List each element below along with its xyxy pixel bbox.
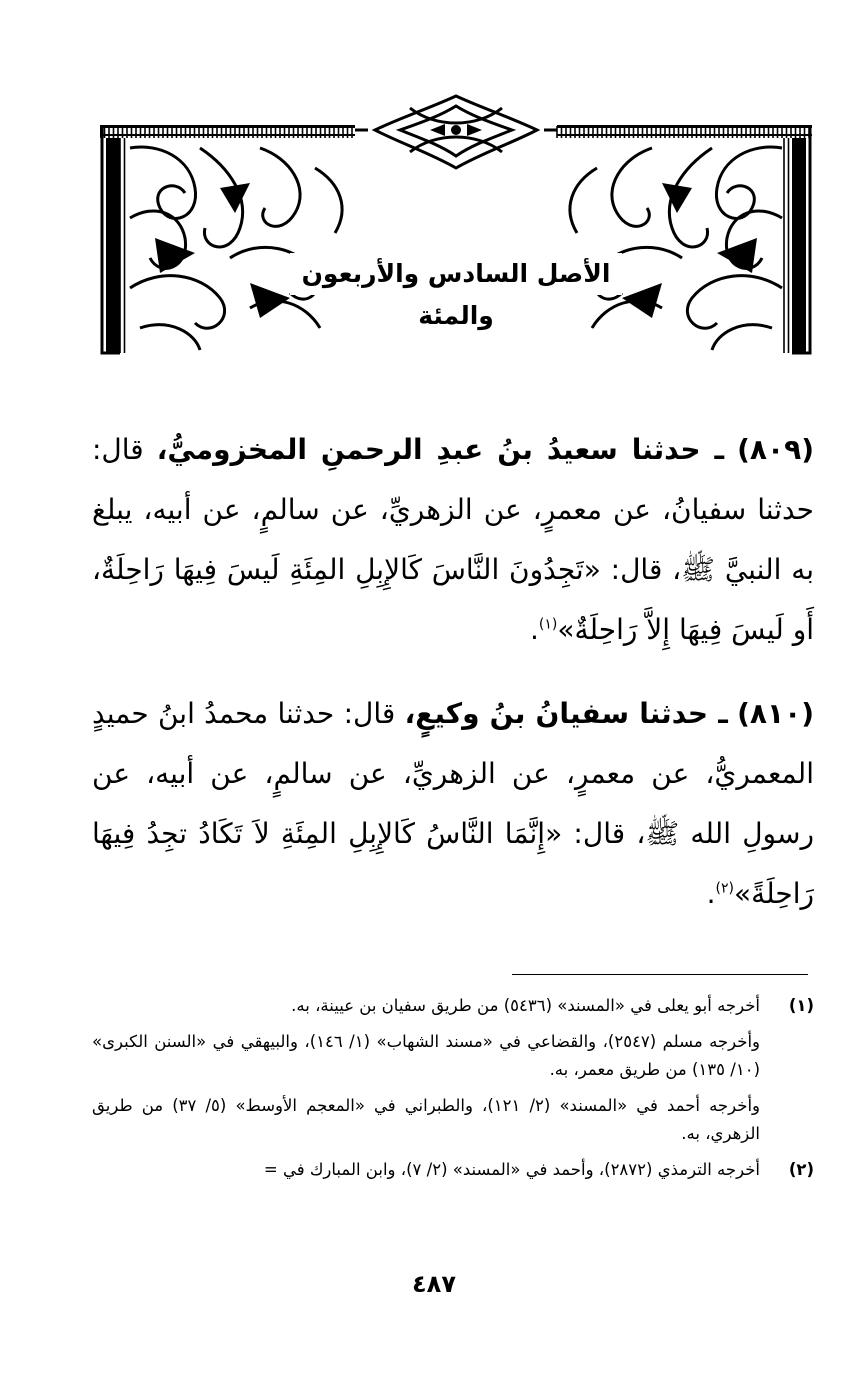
footnote-marker: (١): [538, 616, 558, 633]
hadith-810: [92, 684, 814, 924]
footnote-paragraph: وأخرجه مسلم (٢٥٤٧)، والقضاعي في «مسند الشهاب» (١/ ١٤٦)، والبيهقي في «السنن الكبرى» (١٠/ ١٣٥) من طريق معمر، به.: [92, 1032, 760, 1079]
page-number: ٤٨٧: [412, 1270, 456, 1298]
ornamental-header-frame: [100, 88, 812, 363]
hadith-809: [92, 420, 814, 660]
footnote-paragraph: أخرجه الترمذي (٢٨٧٢)، وأحمد في «المسند» (٢/ ٧)، وابن المبارك في =: [263, 1160, 760, 1179]
main-text: [92, 420, 814, 948]
footnotes: [92, 992, 814, 1192]
hadith-number: (٨١٠): [737, 697, 814, 730]
chapter-title: الأصل السادس والأربعون والمئة: [290, 253, 622, 295]
hadith-lead: ـ حدثنا سفيانُ بنُ وكيعٍ،: [404, 697, 728, 730]
footnote-paragraph: أخرجه أبو يعلى في «المسند» (٥٤٣٦) من طريق سفيان بن عيينة، به.: [291, 996, 760, 1015]
footnote-number: (٢): [788, 1160, 814, 1179]
footnote-1: [92, 992, 814, 1156]
footnote-marker: (٢): [715, 880, 734, 897]
footnote-separator: [512, 974, 808, 975]
footnote-number: (١): [788, 996, 814, 1015]
footnote-paragraph: وأخرجه أحمد في «المسند» (٢/ ١٢١)، والطبراني في «المعجم الأوسط» (٥/ ٣٧) من طريق الزهري، به.: [92, 1096, 760, 1143]
hadith-end: .: [530, 613, 539, 646]
hadith-text: قال: حدثنا محمدُ ابنُ حميدٍ المعمريُّ، عن معمرٍ، عن الزهريِّ، عن سالمٍ، عن أبيه، عن رسولِ الله ﷺ، قال: «إِنَّمَا النَّاسُ كَالإِبِلِ المِئَةِ لاَ تَكَادُ تجِدُ فِيهَا رَاحِلَةً»: [92, 697, 814, 910]
hadith-text: قال: حدثنا سفيانُ، عن معمرٍ، عن الزهريِّ، عن سالمٍ، عن أبيه، يبلغ به النبيَّ ﷺ، قال: «تَجِدُونَ النَّاسَ كَالإِبِلِ المِئَةِ لَيسَ فِيهَا رَاحِلَةٌ، أَو لَيسَ فِيهَا إِلاَّ رَاحِلَةٌ»: [92, 433, 814, 646]
hadith-end: .: [706, 877, 716, 910]
hadith-number: (٨٠٩): [737, 433, 814, 466]
hadith-lead: ـ حدثنا سعيدُ بنُ عبدِ الرحمنِ المخزوميُّ،: [156, 433, 725, 466]
footnote-body: [92, 992, 760, 1156]
footnote-2: [92, 1156, 814, 1192]
footnote-body: [264, 1156, 760, 1192]
